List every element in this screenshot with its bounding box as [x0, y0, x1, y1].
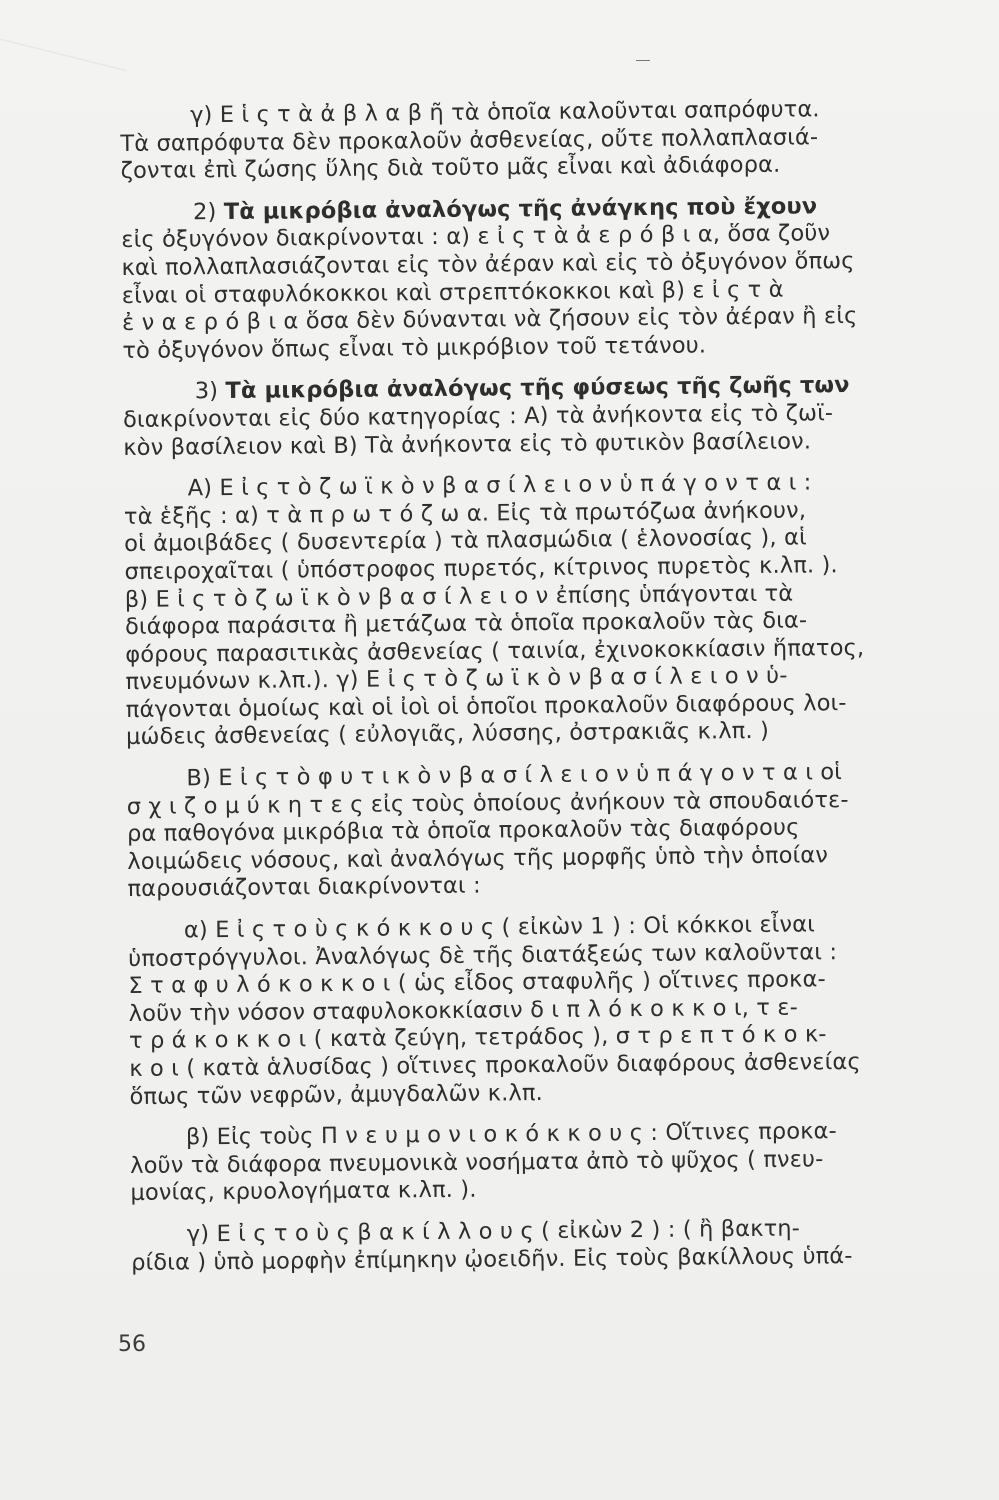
- text-line: εἰς ὀξυγόνον διακρίνονται : α) ε ἰ ς τ ὰ ἀ ε ρ ό β ι α, ὅσα ζοῦν: [121, 220, 831, 254]
- paragraph-animal-kingdom: [124, 469, 887, 752]
- text-line: τὸ ὀξυγόνον ὅπως εἶναι τὸ μικρόβιον τοῦ τετάνου.: [122, 332, 707, 364]
- text-line: εἶναι οἱ σταφυλόκοκκοι καὶ στρεπτόκοκκοι καὶ β) ε ἰ ς τ ὰ: [121, 276, 784, 309]
- text-line: ἐ ν α ε ρ ό β ι α ὅσα δὲν δύνανται νὰ ζήσουν εἰς τὸν ἀέραν ἢ εἰς: [121, 303, 858, 337]
- paragraph-saprophytes: [120, 96, 881, 186]
- text-line: Τὰ σαπρόφυτα δὲν προκαλοῦν ἀσθενείας, οὔτε πολλαπλασιά-: [120, 123, 819, 157]
- text-line: διάφορα παράσιτα ἢ μετάζωα τὰ ὁποῖα προκαλοῦν τὰς δια-: [124, 607, 808, 641]
- text-line: διακρίνονται εἰς δύο κατηγορίας : Α) τὰ ἀνήκοντα εἰς τὸ ζωϊ-: [122, 400, 834, 433]
- text-line: λοιμώδεις νόσους, καὶ ἀναλόγως τῆς μορφῆς ὑπὸ τὴν ὁποίαν: [127, 842, 829, 875]
- section-heading-line: 3) Τὰ μικρόβια ἀναλόγως τῆς φύσεως τῆς ζωῆς των: [194, 372, 850, 405]
- text-line: πάγονται ὁμοίως καὶ οἱ ἰοὶ οἱ ὁποῖοι προκαλοῦν διαφόρους λοι-: [125, 689, 847, 723]
- text-line: μονίας, κρυολογήματα κ.λπ. ).: [130, 1177, 477, 1207]
- text-line: σ χ ι ζ ο μ ύ κ η τ ε ς εἰς τοὺς ὁποίους ἀνήκουν τὰ σπουδαιότε-: [126, 786, 849, 820]
- text-line: σπειροχαῖται ( ὑπόστροφος πυρετός, κίτρινος πυρετὸς κ.λπ. ).: [124, 552, 838, 585]
- text-line: ρα παθογόνα μικρόβια τὰ ὁποῖα προκαλοῦν τὰς διαφόρους: [126, 814, 800, 848]
- text-line: β) Ε ἰ ς τ ὸ ζ ω ϊ κ ὸ ν β α σ ί λ ε ι ο ν ἐπίσης ὑπάγονται τὰ: [124, 580, 794, 613]
- paragraph-cocci: [128, 911, 890, 1111]
- section-heading-line: 2) Τὰ μικρόβια ἀναλόγως τῆς ἀνάγκης ποὺ ἔχουν: [192, 193, 818, 226]
- scan-edge-mark: [0, 0, 136, 71]
- text-line: γ) Ε ἱ ς τ ὰ ἀ β λ α β ῆ τὰ ὁποῖα καλοῦνται σαπρόφυτα.: [189, 96, 820, 129]
- text-line: Σ τ α φ υ λ ό κ ο κ κ ο ι ( ὡς εἶδος σταφυλῆς ) οἵτινες προκα-: [128, 966, 826, 1000]
- text-line: κ ο ι ( κατὰ ἁλυσίδας ) οἵτινες προκαλοῦν διαφόρους ἀσθενείας: [129, 1048, 861, 1082]
- text-line: γ) Ε ἰ ς τ ο ὺ ς β α κ ί λ λ ο υ ς ( εἰκὼν 2 ) : ( ἢ βακτη-: [186, 1215, 801, 1248]
- text-line: ὑποστρόγγυλοι. Ἀναλόγως δὲ τῆς διατάξεώς των καλοῦνται :: [128, 938, 838, 972]
- page-body-text: [120, 96, 891, 1291]
- paragraph-nature-classification: [123, 372, 884, 462]
- text-line: ρίδια ) ὑπὸ μορφὴν ἐπίμηκην ᾠοειδῆν. Εἰς τοὺς βακίλλους ὑπά-: [131, 1242, 853, 1276]
- text-line: α) Ε ἰ ς τ ο ὺ ς κ ό κ κ ο υ ς ( εἰκὼν 1 ) : Οἱ κόκκοι εἶναι: [183, 911, 816, 944]
- heading-bold-phrase: Τὰ μικρόβια ἀναλόγως τῆς φύσεως τῆς ζωῆς των: [225, 372, 850, 405]
- text-line: λοῦν τὰ διάφορα πνευμονικὰ νοσήματα ἀπὸ τὸ ψῦχος ( πνευ-: [130, 1146, 824, 1179]
- text-line: φόρους παρασιτικὰς ἀσθενείας ( ταινία, ἐχινοκοκκίασιν ἥπατος,: [125, 634, 865, 668]
- text-line: ζονται ἐπὶ ζώσης ὕλης διὰ τοῦτο μᾶς εἶναι καὶ ἀδιάφορα.: [120, 151, 781, 185]
- text-line: παρουσιάζονται διακρίνονται :: [127, 873, 481, 903]
- page-number: 56: [118, 1332, 146, 1357]
- text-line: Α) Ε ἰ ς τ ὸ ζ ω ϊ κ ὸ ν β α σ ί λ ε ι ο ν ὑ π ά γ ο ν τ α ι :: [187, 469, 812, 502]
- text-line: λοῦν τὴν νόσον σταφυλοκοκκίασιν δ ι π λ ό κ ο κ κ ο ι, τ ε-: [128, 994, 799, 1027]
- paragraph-pneumococci: [130, 1118, 891, 1208]
- text-line: β) Εἰς τοὺς Π ν ε υ μ ο ν ι ο κ ό κ κ ο υ ς : Οἵτινες προκα-: [185, 1118, 837, 1151]
- stray-dash-mark: [636, 60, 650, 61]
- paragraph-oxygen-classification: [121, 192, 883, 365]
- paragraph-bacilli: [131, 1215, 891, 1277]
- heading-bold-phrase: Τὰ μικρόβια ἀναλόγως τῆς ἀνάγκης ποὺ ἔχουν: [223, 193, 818, 225]
- text-line: μώδεις ἀσθενείας ( εὐλογιᾶς, λύσσης, ὀστρακιᾶς κ.λπ. ): [125, 718, 770, 751]
- text-line: οἱ ἀμοιβάδες ( δυσεντερία ) τὰ πλασμώδια ( ἑλονοσίας ), αἱ: [124, 524, 807, 558]
- text-line: ὅπως τῶν νεφρῶν, ἀμυγδαλῶν κ.λπ.: [129, 1079, 544, 1110]
- paragraph-plant-kingdom: [126, 759, 887, 904]
- text-line: Β) Ε ἰ ς τ ὸ φ υ τ ι κ ὸ ν β α σ ί λ ε ι ο ν ὑ π ά γ ο ν τ α ι οἱ: [186, 759, 843, 792]
- text-line: τ ρ ά κ ο κ κ ο ι ( κατὰ ζεύγη, τετράδος ), σ τ ρ ε π τ ό κ ο κ-: [128, 1021, 827, 1055]
- text-line: καὶ πολλαπλασιάζονται εἰς τὸν ἀέραν καὶ εἰς τὸ ὀξυγόνον ὅπως: [121, 247, 855, 281]
- text-line: κὸν βασίλειον καὶ Β) Τὰ ἀνήκοντα εἰς τὸ φυτικὸν βασίλειον.: [123, 427, 812, 461]
- text-line: τὰ ἑξῆς : α) τ ὰ π ρ ω τ ό ζ ω α. Εἰς τὰ πρωτόζωα ἀνήκουν,: [123, 497, 807, 530]
- text-line: πνευμόνων κ.λπ.). γ) Ε ἰ ς τ ὸ ζ ω ϊ κ ὸ ν β α σ ί λ ε ι ο ν ὑ-: [125, 662, 788, 696]
